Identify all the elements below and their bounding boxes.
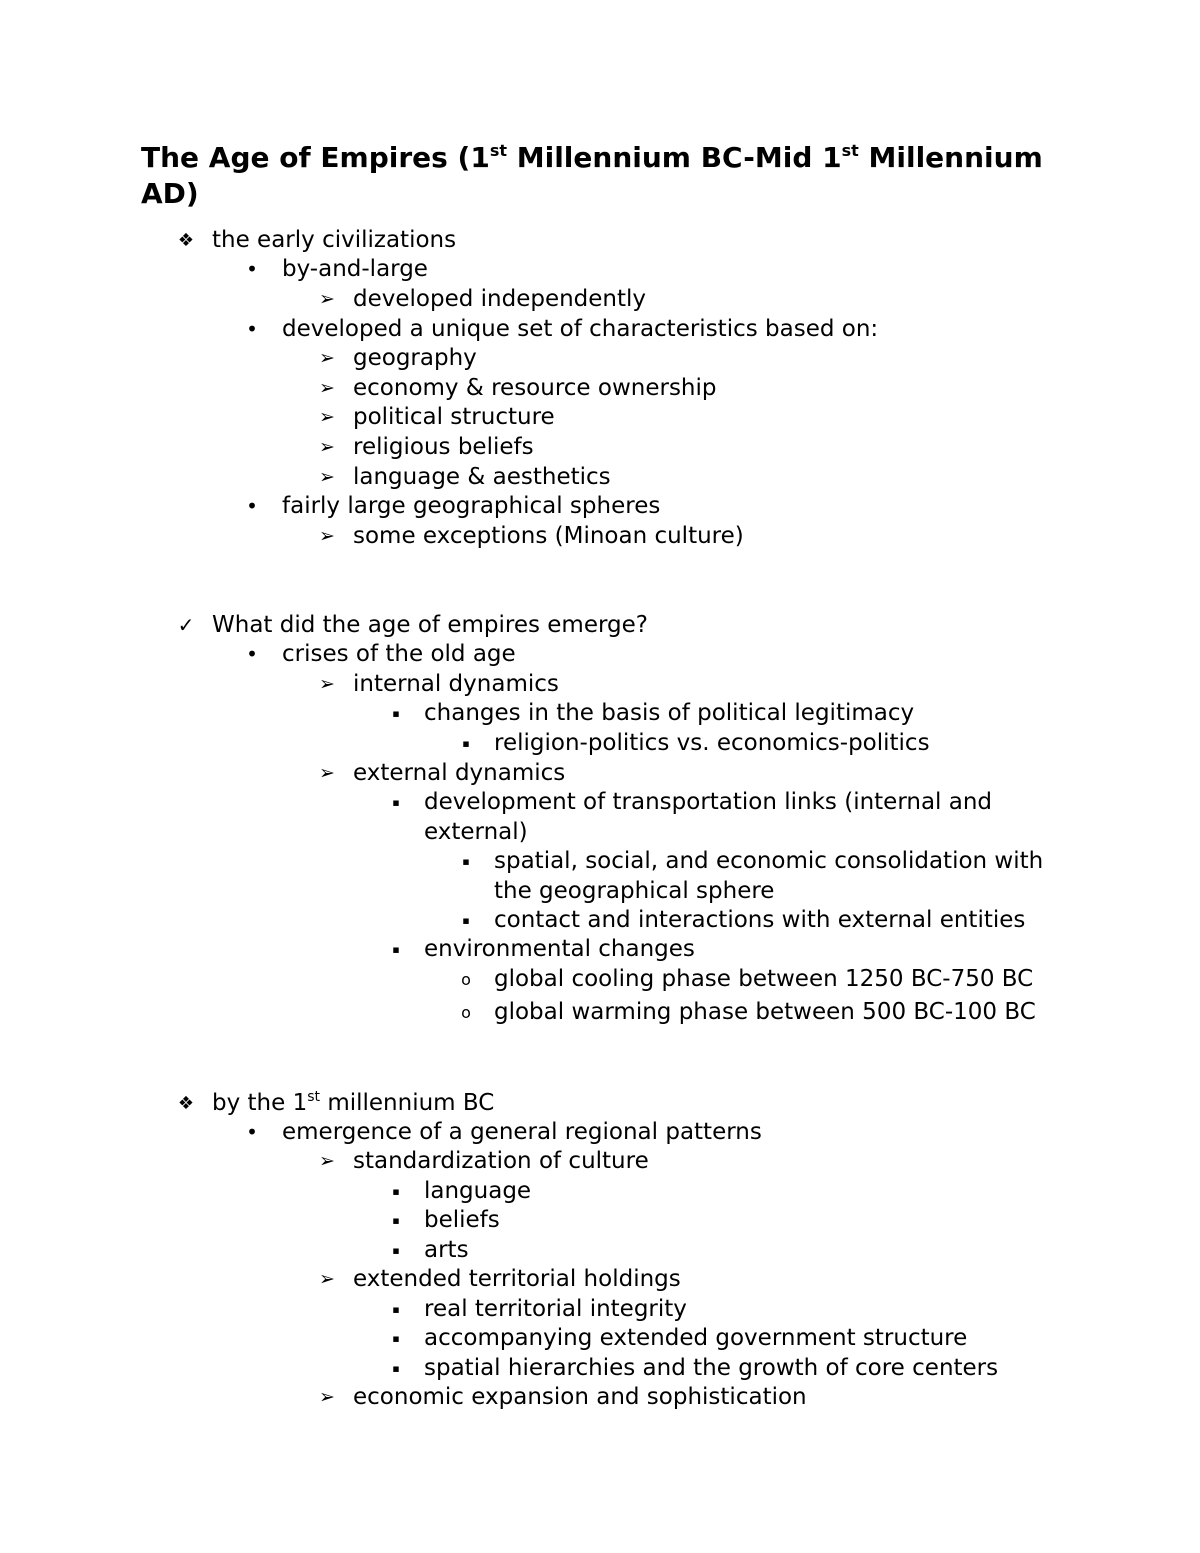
- circle-bullet-icon: o: [461, 970, 471, 989]
- list-item: real territorial integrity: [424, 1296, 687, 1322]
- bullet-icon: •: [246, 1120, 258, 1144]
- list-item: arts: [424, 1237, 469, 1263]
- checkmark-icon: ✓: [177, 613, 195, 637]
- list-item: some exceptions (Minoan culture): [353, 523, 744, 549]
- square-bullet-icon: ▪: [462, 914, 470, 927]
- list-item: global warming phase between 500 BC-100 BC: [494, 999, 1036, 1025]
- square-bullet-icon: ▪: [392, 1362, 400, 1375]
- list-item: changes in the basis of political legitimacy: [424, 700, 915, 726]
- list-item: crises of the old age: [282, 641, 516, 667]
- list-item: language & aesthetics: [353, 464, 611, 490]
- square-bullet-icon: ▪: [392, 1303, 400, 1316]
- arrow-bullet-icon: ➢: [319, 347, 335, 369]
- list-item: extended territorial holdings: [353, 1266, 681, 1292]
- circle-bullet-icon: o: [461, 1003, 471, 1022]
- bullet-icon: •: [246, 317, 258, 341]
- square-bullet-icon: ▪: [392, 1244, 400, 1257]
- square-bullet-icon: ▪: [462, 737, 470, 750]
- arrow-bullet-icon: ➢: [319, 525, 335, 547]
- page-title: The Age of Empires (1st Millennium BC-Mid 1st Millennium AD): [141, 141, 1043, 210]
- arrow-bullet-icon: ➢: [319, 673, 335, 695]
- arrow-bullet-icon: ➢: [319, 288, 335, 310]
- list-item: internal dynamics: [353, 671, 559, 697]
- list-item: economy & resource ownership: [353, 375, 717, 401]
- arrow-bullet-icon: ➢: [319, 436, 335, 458]
- list-item: contact and interactions with external entities: [494, 907, 1026, 933]
- arrow-bullet-icon: ➢: [319, 1386, 335, 1408]
- list-item: development of transportation links (internal and: [424, 789, 993, 815]
- list-item: by-and-large: [282, 256, 428, 282]
- list-item: economic expansion and sophistication: [353, 1384, 807, 1410]
- list-item-continuation: external): [424, 819, 528, 845]
- list-item-continuation: the geographical sphere: [494, 878, 775, 904]
- list-item: accompanying extended government structure: [424, 1325, 968, 1351]
- list-item: emergence of a general regional patterns: [282, 1119, 762, 1145]
- list-item: What did the age of empires emerge?: [212, 612, 648, 638]
- list-item: by the 1st millennium BC: [212, 1089, 495, 1116]
- list-item: fairly large geographical spheres: [282, 493, 661, 519]
- arrow-bullet-icon: ➢: [319, 377, 335, 399]
- list-item: language: [424, 1178, 532, 1204]
- list-item: global cooling phase between 1250 BC-750 BC: [494, 966, 1034, 992]
- list-item: the early civilizations: [212, 227, 457, 253]
- list-item: spatial, social, and economic consolidation with: [494, 848, 1044, 874]
- diamond-bullet-icon: ❖: [177, 1093, 195, 1114]
- arrow-bullet-icon: ➢: [319, 466, 335, 488]
- bullet-icon: •: [246, 494, 258, 518]
- square-bullet-icon: ▪: [392, 1185, 400, 1198]
- square-bullet-icon: ▪: [462, 855, 470, 868]
- list-item: religious beliefs: [353, 434, 534, 460]
- list-item: external dynamics: [353, 760, 566, 786]
- square-bullet-icon: ▪: [392, 1214, 400, 1227]
- square-bullet-icon: ▪: [392, 796, 400, 809]
- list-item: geography: [353, 345, 477, 371]
- square-bullet-icon: ▪: [392, 943, 400, 956]
- list-item: developed a unique set of characteristics based on:: [282, 316, 879, 342]
- arrow-bullet-icon: ➢: [319, 1268, 335, 1290]
- arrow-bullet-icon: ➢: [319, 1150, 335, 1172]
- list-item: environmental changes: [424, 936, 695, 962]
- bullet-icon: •: [246, 642, 258, 666]
- list-item: beliefs: [424, 1207, 500, 1233]
- arrow-bullet-icon: ➢: [319, 406, 335, 428]
- square-bullet-icon: ▪: [392, 707, 400, 720]
- bullet-icon: •: [246, 257, 258, 281]
- arrow-bullet-icon: ➢: [319, 762, 335, 784]
- list-item: political structure: [353, 404, 555, 430]
- list-item: developed independently: [353, 286, 647, 312]
- list-item: spatial hierarchies and the growth of core centers: [424, 1355, 999, 1381]
- list-item: standardization of culture: [353, 1148, 649, 1174]
- square-bullet-icon: ▪: [392, 1332, 400, 1345]
- diamond-bullet-icon: ❖: [177, 230, 195, 251]
- list-item: religion-politics vs. economics-politics: [494, 730, 930, 756]
